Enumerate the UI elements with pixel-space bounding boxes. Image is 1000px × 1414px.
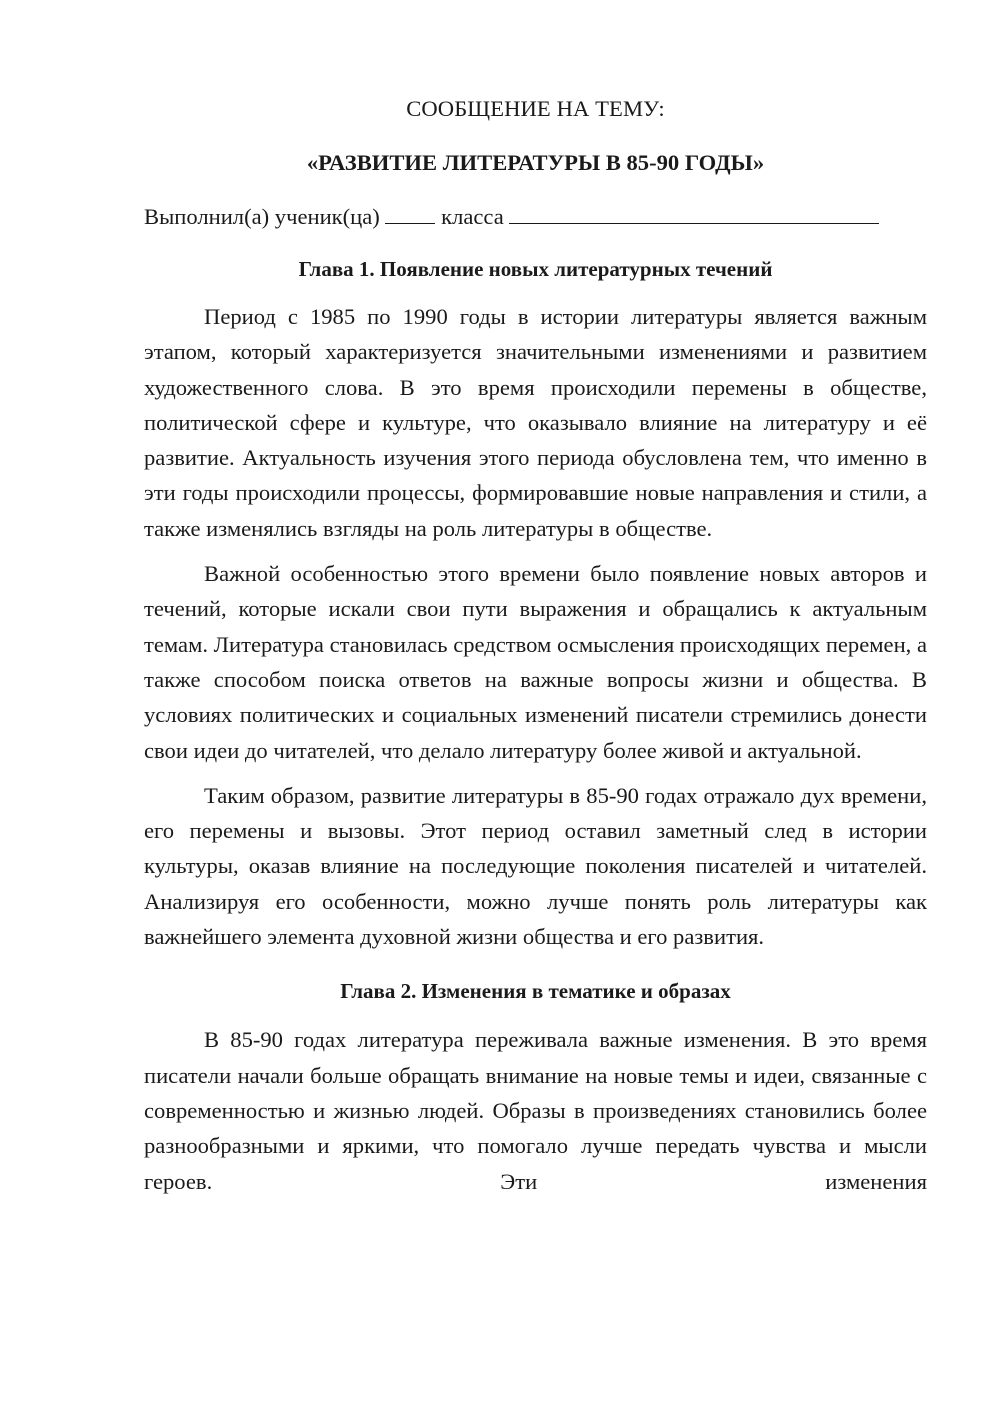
chapter-2: [144, 974, 927, 1198]
paragraph: Период с 1985 по 1990 годы в истории литературы является важным этапом, который характеризуется значительными изменениями и развитием художественного слова. В это время происходили перемены в обществе, политической сфере и культуре, что оказывало влияние на литературу и её развитие. Актуальность изучения этого периода обусловлена тем, что именно в эти годы происходили процессы, формировавшие новые направления и стили, а также изменялись взгляды на роль литературы в обществе.: [144, 304, 927, 541]
document-topic: «РАЗВИТИЕ ЛИТЕРАТУРЫ В 85-90 ГОДЫ»: [306, 150, 765, 175]
paragraph: Таким образом, развитие литературы в 85-90 годах отражало дух времени, его перемены и вызовы. Этот период оставил заметный след в истории культуры, оказав влияние на последующие поколения писателей и читателей. Анализируя его особенности, можно лучше понять роль литературы как важнейшего элемента духовной жизни общества и его развития.: [144, 782, 927, 950]
document-page: [144, 92, 927, 1199]
grade-blank: [385, 203, 435, 224]
name-blank: [509, 203, 879, 224]
paragraph: Важной особенностью этого времени было появление новых авторов и течений, которые искали свои пути выражения и обращались к актуальным темам. Литература становилась средством осмысления происходящих перемен, а также способом поиска ответов на важные вопросы жизни и общества. В условиях политических и социальных изменений писатели стремились донести свои идеи до читателей, что делало литературу более живой и актуальной.: [144, 561, 928, 763]
author-line: [144, 200, 927, 234]
student-label: Выполнил(а) ученик(ца): [144, 204, 380, 229]
chapter-heading: Глава 1. Появление новых литературных течений: [298, 257, 773, 281]
document-title: СООБЩЕНИЕ НА ТЕМУ:: [406, 96, 665, 121]
chapter-heading: Глава 2. Изменения в тематике и образах: [340, 979, 731, 1004]
paragraph: В 85-90 годах литература переживала важные изменения. В это время писатели начали больше обращать внимание на новые темы и идеи, связанные с современностью и жизнью людей. Образы в произведениях становились более разнообразными и яркими, что помогало лучше передать чувства и мысли героев. Эти изменения: [144, 1027, 927, 1194]
class-label: класса: [441, 204, 504, 229]
chapter-1: [144, 252, 927, 954]
